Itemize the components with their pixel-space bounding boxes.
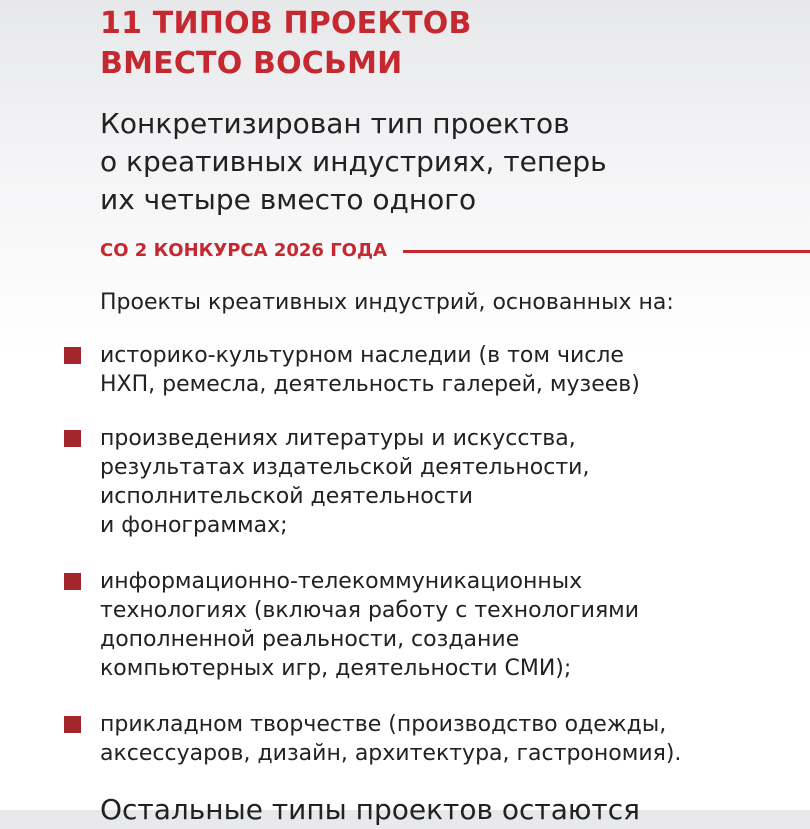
- list-item-text: [100, 341, 640, 399]
- list-item-text: [100, 567, 639, 683]
- square-bullet-icon: [64, 430, 81, 447]
- list-item-text: [100, 424, 589, 540]
- list-item-line: НХП, ремесла, деятельность галерей, музеев): [100, 372, 640, 397]
- square-bullet-icon: [64, 347, 81, 364]
- section-label: СО 2 КОНКУРСА 2026 ГОДА: [100, 240, 387, 261]
- intro-text: Проекты креативных индустрий, основанных на:: [100, 290, 674, 315]
- list-item-line: результатах издательской деятельности,: [100, 455, 590, 480]
- subtitle-line-3: их четыре вместо одного: [100, 183, 477, 216]
- list-item-line: дополненной реальности, создание: [100, 627, 520, 652]
- list-item-line: технологиях (включая работу с технологиями: [100, 598, 640, 623]
- list-item-line: исполнительской деятельности: [100, 484, 473, 509]
- page-title-line-1: 11 ТИПОВ ПРОЕКТОВ: [100, 6, 472, 41]
- list-item-line: компьютерных игр, деятельности СМИ);: [100, 656, 572, 681]
- list-item-line: информационно-телекоммуникационных: [100, 569, 583, 594]
- list-item-text: [100, 710, 681, 768]
- trailing-text: Остальные типы проектов остаются: [100, 793, 640, 826]
- list-item-line: аксессуаров, дизайн, архитектура, гастрономия).: [100, 741, 682, 766]
- subtitle-line-1: Конкретизирован тип проектов: [100, 107, 570, 140]
- list-item-line: историко-культурном наследии (в том числе: [100, 343, 624, 368]
- page-title-line-2: ВМЕСТО ВОСЬМИ: [100, 46, 403, 81]
- square-bullet-icon: [64, 716, 81, 733]
- list-item-line: произведениях литературы и искусства,: [100, 426, 576, 451]
- subtitle-line-2: о креативных индустриях, теперь: [100, 145, 607, 178]
- list-item-line: и фонограммах;: [100, 513, 288, 538]
- square-bullet-icon: [64, 573, 81, 590]
- list-item-line: прикладном творчестве (производство одежды,: [100, 712, 667, 737]
